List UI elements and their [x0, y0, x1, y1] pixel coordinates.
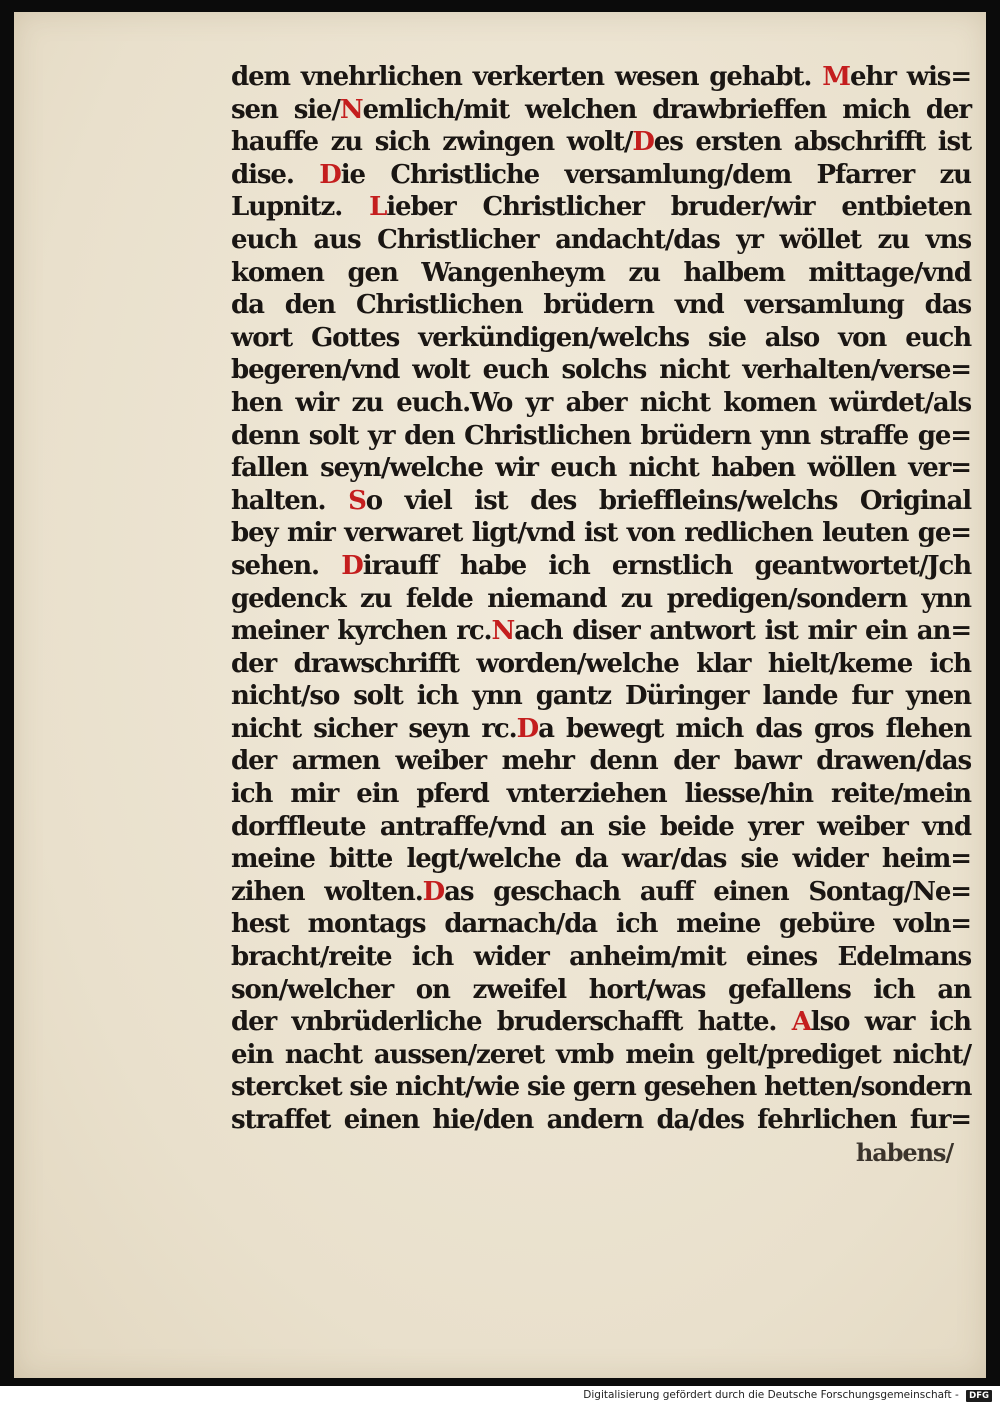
text-line: dise. Die Christliche versamlung/dem Pfarrer zu: [231, 159, 971, 190]
text-line: Lupnitz. Lieber Christlicher bruder/wir entbieten: [231, 192, 971, 223]
text-line: meine bitte legt/welche da war/das sie wider heim=: [231, 844, 971, 875]
text-line: halten. So viel ist des brieffleins/welchs Original: [231, 485, 971, 516]
text-line: der armen weiber mehr denn der bawr drawen/das: [231, 746, 971, 777]
rubricated-initial: A: [791, 1007, 811, 1038]
text-line: zihen wolten.Das geschach auff einen Sontag/Ne=: [231, 876, 971, 907]
text-line: son/welcher on zweifel hort/was gefallens ich an: [231, 974, 971, 1005]
text-line: wort Gottes verkündigen/welchs sie also von euch: [231, 322, 971, 353]
text-line: straffet einen hie/den andern da/des fehrlichen fur=: [231, 1105, 971, 1135]
digitization-footer: [0, 1386, 1000, 1405]
rubricated-initial: D: [422, 876, 445, 907]
text-line: hen wir zu euch.Wo yr aber nicht komen würdet/als: [231, 387, 971, 418]
dfg-logo-icon: DFG: [966, 1390, 992, 1402]
rubricated-initial: N: [491, 616, 515, 647]
text-line: gedenck zu felde niemand zu predigen/sondern ynn: [231, 583, 971, 614]
rubricated-initial: M: [822, 62, 850, 92]
text-line: dorffleute antraffe/vnd an sie beide yrer weiber vnd: [231, 811, 971, 842]
footer-credit: Digitalisierung gefördert durch die Deutsche Forschungsgemeinschaft -: [583, 1389, 959, 1401]
text-line: sehen. Dirauff habe ich ernstlich geantwortet/Jch: [231, 550, 971, 581]
text-line: nicht/so solt ich ynn gantz Düringer lande fur ynen: [231, 681, 971, 712]
text-line: sen sie/Nemlich/mit welchen drawbrieffen mich der: [231, 94, 971, 125]
text-line: bey mir verwaret ligt/vnd ist von redlichen leuten ge=: [231, 518, 971, 549]
text-line: meiner kyrchen rc.Nach diser antwort ist mir ein an=: [231, 616, 972, 647]
text-line: ich mir ein pferd vnterziehen liesse/hin reite/mein: [231, 779, 971, 810]
text-line: denn solt yr den Christlichen brüdern ynn straffe ge=: [231, 420, 971, 451]
catchword: habens/: [855, 1137, 953, 1167]
text-line: hest montags darnach/da ich meine gebüre voln=: [231, 909, 971, 940]
text-block: [231, 61, 971, 1169]
rubricated-initial: N: [339, 94, 363, 125]
rubricated-initial: S: [348, 485, 366, 516]
rubricated-initial: L: [369, 192, 387, 223]
text-line: stercket sie nicht/wie sie gern gesehen hetten/sondern: [231, 1072, 972, 1103]
text-line: der vnbrüderliche bruderschafft hatte. Also war ich: [231, 1007, 971, 1038]
book-page: [14, 12, 986, 1378]
text-line: nicht sicher seyn rc.Da bewegt mich das gros flehen: [231, 713, 972, 744]
text-line: dem vnehrlichen verkerten wesen gehabt. Mehr wis=: [231, 62, 972, 92]
text-line: euch aus Christlicher andacht/das yr wöllet zu vns: [231, 224, 971, 255]
text-line: begeren/vnd wolt euch solchs nicht verhalten/verse=: [231, 355, 971, 386]
text-line: der drawschrifft worden/welche klar hielt/keme ich: [231, 648, 971, 679]
text-line: da den Christlichen brüdern vnd versamlung das: [231, 290, 971, 321]
text-line: fallen seyn/welche wir euch nicht haben wöllen ver=: [231, 453, 971, 484]
rubricated-initial: D: [632, 127, 654, 158]
text-line: komen gen Wangenheym zu halbem mittage/vnd: [231, 257, 971, 288]
text-line: ein nacht aussen/zeret vmb mein gelt/prediget nicht/: [231, 1039, 971, 1070]
text-line: hauffe zu sich zwingen wolt/Des ersten abschrifft ist: [231, 127, 971, 158]
rubricated-initial: D: [341, 550, 363, 581]
text-line: bracht/reite ich wider anheim/mit eines Edelmans: [231, 942, 971, 973]
rubricated-initial: D: [516, 713, 539, 744]
rubricated-initial: D: [319, 159, 341, 190]
